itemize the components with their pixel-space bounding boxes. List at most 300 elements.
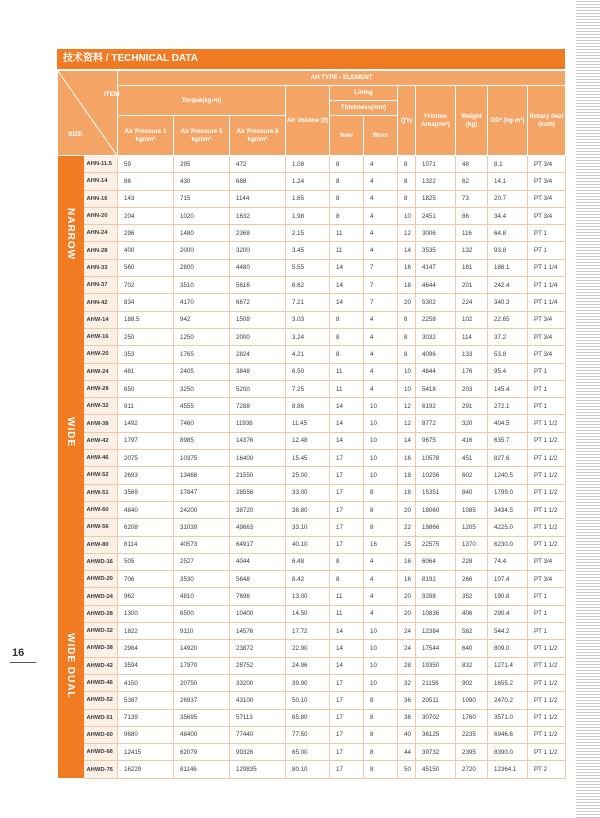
value-cell: 204 (118, 207, 174, 224)
value-cell: 1370 (456, 536, 488, 553)
value-cell: 129835 (230, 761, 286, 778)
value-cell: 11.45 (286, 415, 330, 432)
value-cell: 20 (398, 605, 416, 622)
value-cell: 6.62 (286, 277, 330, 294)
value-cell: 133 (456, 346, 488, 363)
value-cell: 3032 (416, 328, 456, 345)
model-cell: AHN-28 (84, 242, 118, 259)
gd-header: GD² (kg-m²) (488, 86, 528, 156)
value-cell: 81146 (174, 761, 230, 778)
model-cell: AHWD-51 (84, 709, 118, 726)
value-cell: 8 (330, 346, 364, 363)
value-cell: 353 (118, 346, 174, 363)
value-cell: 4840 (118, 501, 174, 518)
table-row (58, 156, 566, 173)
value-cell: 12 (398, 225, 416, 242)
model-cell: AHW-42 (84, 432, 118, 449)
model-cell: AHN-42 (84, 294, 118, 311)
table-row (58, 277, 566, 294)
table-row (58, 432, 566, 449)
value-cell: 9675 (416, 432, 456, 449)
value-cell: 4 (364, 571, 398, 588)
value-cell: PT 1 1/2 (528, 692, 566, 709)
value-cell: 404.5 (488, 415, 528, 432)
value-cell: 3.24 (286, 328, 330, 345)
value-cell: 12 (398, 415, 416, 432)
value-cell: PT 3/4 (528, 571, 566, 588)
value-cell: 1144 (230, 190, 286, 207)
value-cell: 13468 (174, 467, 230, 484)
value-cell: 1765 (174, 346, 230, 363)
thickness-header: Thickness(mm) (330, 101, 398, 116)
value-cell: 2075 (118, 450, 174, 467)
diagonal-line (58, 71, 118, 157)
model-cell: AHWD-46 (84, 674, 118, 691)
value-cell: 65.00 (286, 744, 330, 761)
torque-header: Torque(kg-m) (118, 86, 286, 116)
value-cell: 6192 (416, 398, 456, 415)
model-cell: AHWD-66 (84, 744, 118, 761)
value-cell: 14 (330, 294, 364, 311)
value-cell: 4 (364, 380, 398, 397)
value-cell: 22 (398, 519, 416, 536)
value-cell: 4480 (230, 259, 286, 276)
value-cell: PT 1 (528, 380, 566, 397)
value-cell: 406 (456, 605, 488, 622)
air-volume-header: Air Volume (ℓ) (286, 86, 330, 156)
value-cell: 228 (456, 553, 488, 570)
value-cell: 272.1 (488, 398, 528, 415)
value-cell: 827.6 (488, 450, 528, 467)
value-cell: 16 (398, 259, 416, 276)
value-cell: 57113 (230, 709, 286, 726)
value-cell: 8 (330, 328, 364, 345)
value-cell: 4.21 (286, 346, 330, 363)
value-cell: 11 (330, 242, 364, 259)
value-cell: PT 1 1/2 (528, 501, 566, 518)
value-cell: 4 (364, 553, 398, 570)
value-cell: 6.50 (286, 363, 330, 380)
value-cell: 11 (330, 605, 364, 622)
group-label (58, 156, 84, 312)
model-cell: AHW-24 (84, 363, 118, 380)
value-cell: 10 (364, 467, 398, 484)
value-cell: 14 (330, 277, 364, 294)
value-cell: 1205 (456, 519, 488, 536)
value-cell: 2824 (230, 346, 286, 363)
value-cell: 16229 (118, 761, 174, 778)
value-cell: 4147 (416, 259, 456, 276)
value-cell: 4 (364, 311, 398, 328)
value-cell: 8 (330, 311, 364, 328)
value-cell: 17.72 (286, 623, 330, 640)
value-cell: 18 (398, 484, 416, 501)
value-cell: 16 (398, 571, 416, 588)
value-cell: PT 1 (528, 605, 566, 622)
value-cell: 8772 (416, 415, 456, 432)
table-row (58, 536, 566, 553)
value-cell: 62 (456, 173, 488, 190)
value-cell: 17 (330, 709, 364, 726)
table-row (58, 761, 566, 778)
value-cell: 8 (398, 346, 416, 363)
value-cell: PT 3/4 (528, 311, 566, 328)
table-row (58, 726, 566, 743)
value-cell: 11 (330, 363, 364, 380)
value-cell: 33.10 (286, 519, 330, 536)
value-cell: PT 1 1/2 (528, 726, 566, 743)
table-row (58, 450, 566, 467)
value-cell: 4150 (118, 674, 174, 691)
value-cell: 295 (174, 156, 230, 173)
value-cell: 14376 (230, 432, 286, 449)
value-cell: 3530 (174, 571, 230, 588)
value-cell: 86 (118, 173, 174, 190)
table-row (58, 657, 566, 674)
value-cell: 2800 (174, 259, 230, 276)
value-cell: 17 (330, 692, 364, 709)
value-cell: 17 (330, 484, 364, 501)
value-cell: 4 (364, 190, 398, 207)
value-cell: 13.00 (286, 588, 330, 605)
value-cell: 5302 (416, 294, 456, 311)
value-cell: 4 (364, 363, 398, 380)
value-cell: 116 (456, 225, 488, 242)
value-cell: 8390.0 (488, 744, 528, 761)
value-cell: 2451 (416, 207, 456, 224)
seal-header: Rotary Seal (inch) (528, 86, 566, 156)
value-cell: 37.2 (488, 328, 528, 345)
value-cell: PT 1 1/2 (528, 674, 566, 691)
value-cell: PT 1 (528, 398, 566, 415)
value-cell: 24200 (174, 501, 230, 518)
value-cell: 20511 (416, 692, 456, 709)
value-cell: 50 (398, 761, 416, 778)
value-cell: 1655.2 (488, 674, 528, 691)
value-cell: 544.2 (488, 623, 528, 640)
value-cell: PT 1 (528, 623, 566, 640)
worn-header: Worn (364, 116, 398, 156)
value-cell: 1492 (118, 415, 174, 432)
model-cell: AHW-52 (84, 467, 118, 484)
value-cell: 32 (398, 674, 416, 691)
value-cell: 4225.0 (488, 519, 528, 536)
value-cell: 14 (330, 415, 364, 432)
value-cell: PT 1 1/2 (528, 450, 566, 467)
value-cell: 320 (456, 415, 488, 432)
value-cell: 8 (330, 207, 364, 224)
value-cell: 834 (118, 294, 174, 311)
value-cell: 43100 (230, 692, 286, 709)
value-cell: 49663 (230, 519, 286, 536)
value-cell: 5200 (230, 380, 286, 397)
value-cell: 3200 (230, 242, 286, 259)
technical-data-table (57, 70, 566, 779)
value-cell: 16 (364, 536, 398, 553)
p8-header: Air Pressure 8 kg/cm² (230, 116, 286, 156)
value-cell: 20750 (174, 674, 230, 691)
value-cell: 10375 (174, 450, 230, 467)
value-cell: 36125 (416, 726, 456, 743)
model-cell: AHW-20 (84, 346, 118, 363)
value-cell: 186.1 (488, 259, 528, 276)
model-cell: AHWD-38 (84, 640, 118, 657)
value-cell: 15351 (416, 484, 456, 501)
value-cell: 7460 (174, 415, 230, 432)
value-cell: 31039 (174, 519, 230, 536)
value-cell: 7139 (118, 709, 174, 726)
model-cell: AHN-14 (84, 173, 118, 190)
value-cell: 14.1 (488, 173, 528, 190)
value-cell: 1.65 (286, 190, 330, 207)
value-cell: 74.4 (488, 553, 528, 570)
table-row (58, 484, 566, 501)
value-cell: 190.8 (488, 588, 528, 605)
value-cell: 481 (118, 363, 174, 380)
value-cell: 6064 (416, 553, 456, 570)
value-cell: 1.24 (286, 173, 330, 190)
model-cell: AHN-20 (84, 207, 118, 224)
value-cell: PT 1 1/2 (528, 467, 566, 484)
value-cell: 7288 (230, 398, 286, 415)
value-cell: 8 (398, 173, 416, 190)
model-cell: AHN-11.5 (84, 156, 118, 173)
value-cell: 4555 (174, 398, 230, 415)
value-cell: 242.4 (488, 277, 528, 294)
value-cell: PT 1 1/2 (528, 519, 566, 536)
value-cell: 10 (364, 398, 398, 415)
value-cell: 65.80 (286, 709, 330, 726)
value-cell: 14 (398, 432, 416, 449)
table-row (58, 190, 566, 207)
value-cell: 8 (364, 484, 398, 501)
model-cell: AHWD-42 (84, 657, 118, 674)
value-cell: PT 3/4 (528, 190, 566, 207)
value-cell: 80.10 (286, 761, 330, 778)
table-row (58, 363, 566, 380)
new-header: New (330, 116, 364, 156)
value-cell: 8 (364, 761, 398, 778)
value-cell: 2395 (456, 744, 488, 761)
value-cell: 40 (398, 726, 416, 743)
value-cell: 291 (456, 398, 488, 415)
value-cell: 8 (364, 709, 398, 726)
value-cell: 8 (364, 692, 398, 709)
model-cell: AHW-38 (84, 415, 118, 432)
value-cell: 4170 (174, 294, 230, 311)
value-cell: 14.50 (286, 605, 330, 622)
table-row (58, 640, 566, 657)
value-cell: 10 (364, 623, 398, 640)
group-label-text: WIDE DUAL (65, 632, 76, 699)
value-cell: 1822 (118, 623, 174, 640)
model-cell: AHW-28 (84, 380, 118, 397)
page-edge-hatch (576, 0, 600, 818)
value-cell: 3.03 (286, 311, 330, 328)
value-cell: 14 (398, 242, 416, 259)
value-cell: 14 (330, 640, 364, 657)
group-label-text: NARROW (65, 207, 76, 260)
value-cell: 17 (330, 467, 364, 484)
value-cell: 635.7 (488, 432, 528, 449)
value-cell: PT 3/4 (528, 328, 566, 345)
table-row (58, 242, 566, 259)
value-cell: 962 (118, 588, 174, 605)
value-cell: 28556 (230, 484, 286, 501)
model-cell: AHWD-28 (84, 605, 118, 622)
value-cell: 25.00 (286, 467, 330, 484)
value-cell: 1.98 (286, 207, 330, 224)
value-cell: 4 (364, 328, 398, 345)
value-cell: 8 (364, 744, 398, 761)
model-cell: AHWD-20 (84, 571, 118, 588)
value-cell: 48 (456, 156, 488, 173)
value-cell: 1508 (230, 311, 286, 328)
value-cell: 8 (398, 190, 416, 207)
value-cell: PT 3/4 (528, 207, 566, 224)
group-label-text: WIDE (65, 417, 76, 448)
value-cell: 1250 (174, 328, 230, 345)
value-cell: 6230.0 (488, 536, 528, 553)
value-cell: 15.45 (286, 450, 330, 467)
value-cell: 16400 (230, 450, 286, 467)
value-cell: 340.3 (488, 294, 528, 311)
model-cell: AHN-33 (84, 259, 118, 276)
value-cell: 3.45 (286, 242, 330, 259)
value-cell: PT 1 1/2 (528, 744, 566, 761)
value-cell: 2527 (174, 553, 230, 570)
value-cell: 11 (330, 225, 364, 242)
table-row (58, 623, 566, 640)
table-row (58, 588, 566, 605)
table-row (58, 467, 566, 484)
group-label (58, 553, 84, 778)
value-cell: 34.4 (488, 207, 528, 224)
value-cell: 472 (230, 156, 286, 173)
value-cell: 14576 (230, 623, 286, 640)
model-cell: AHN-37 (84, 277, 118, 294)
model-cell: AHN-16 (84, 190, 118, 207)
value-cell: 16 (398, 450, 416, 467)
p1-header: Air Pressure 1 kg/cm² (118, 116, 174, 156)
value-cell: PT 3/4 (528, 173, 566, 190)
value-cell: 451 (456, 450, 488, 467)
value-cell: 11 (330, 588, 364, 605)
value-cell: 3594 (118, 657, 174, 674)
value-cell: 132 (456, 242, 488, 259)
value-cell: 95.4 (488, 363, 528, 380)
page-number: 16 (12, 647, 25, 659)
value-cell: 8 (364, 501, 398, 518)
value-cell: 25 (398, 536, 416, 553)
value-cell: 40573 (174, 536, 230, 553)
value-cell: 5418 (416, 380, 456, 397)
value-cell: 14 (330, 657, 364, 674)
value-cell: 17 (330, 501, 364, 518)
value-cell: 1300 (118, 605, 174, 622)
value-cell: 203 (456, 380, 488, 397)
value-cell: PT 1 1/2 (528, 536, 566, 553)
model-cell: AHWD-32 (84, 623, 118, 640)
value-cell: 400 (118, 242, 174, 259)
value-cell: 10 (364, 432, 398, 449)
value-cell: 20 (398, 501, 416, 518)
value-cell: 20 (398, 294, 416, 311)
value-cell: 902 (456, 674, 488, 691)
value-cell: 6946.6 (488, 726, 528, 743)
model-cell: AHWD-76 (84, 761, 118, 778)
table-row (58, 398, 566, 415)
value-cell: 2235 (456, 726, 488, 743)
value-cell: 4 (364, 156, 398, 173)
table-row (58, 674, 566, 691)
value-cell: 4096 (416, 346, 456, 363)
value-cell: 4 (364, 242, 398, 259)
value-cell: 4644 (416, 277, 456, 294)
value-cell: 832 (456, 657, 488, 674)
value-cell: 4 (364, 207, 398, 224)
value-cell: 2000 (174, 242, 230, 259)
model-cell: AHW-51 (84, 484, 118, 501)
value-cell: 17 (330, 726, 364, 743)
model-cell: AHW-60 (84, 501, 118, 518)
value-cell: 582 (456, 623, 488, 640)
table-row (58, 692, 566, 709)
value-cell: 77.50 (286, 726, 330, 743)
value-cell: PT 1 1/4 (528, 277, 566, 294)
value-cell: 3006 (416, 225, 456, 242)
value-cell: 59 (118, 156, 174, 173)
value-cell: 4 (364, 588, 398, 605)
value-cell: 715 (174, 190, 230, 207)
table-row (58, 571, 566, 588)
value-cell: 3535 (416, 242, 456, 259)
value-cell: 1020 (174, 207, 230, 224)
value-cell: 2720 (456, 761, 488, 778)
value-cell: 24 (398, 623, 416, 640)
value-cell: PT 2 (528, 761, 566, 778)
table-row (58, 501, 566, 518)
value-cell: 2000 (230, 328, 286, 345)
value-cell: 10 (398, 380, 416, 397)
value-cell: 38.80 (286, 501, 330, 518)
value-cell: 8 (330, 156, 364, 173)
value-cell: 5616 (230, 277, 286, 294)
value-cell: 2984 (118, 640, 174, 657)
table-row (58, 380, 566, 397)
value-cell: 10256 (416, 467, 456, 484)
value-cell: 8 (364, 726, 398, 743)
friction-header: Friction Area(cm²) (416, 86, 456, 156)
value-cell: 17 (330, 450, 364, 467)
value-cell: 64.8 (488, 225, 528, 242)
value-cell: 2470.2 (488, 692, 528, 709)
value-cell: 1480 (174, 225, 230, 242)
value-cell: 10 (364, 415, 398, 432)
value-cell: 8 (330, 173, 364, 190)
value-cell: PT 3/4 (528, 156, 566, 173)
value-cell: 99326 (230, 744, 286, 761)
value-cell: PT 1 1/2 (528, 709, 566, 726)
value-cell: 28 (398, 657, 416, 674)
value-cell: 1797 (118, 432, 174, 449)
value-cell: 8192 (416, 571, 456, 588)
value-cell: 1090 (456, 692, 488, 709)
value-cell: 8 (398, 311, 416, 328)
table-row (58, 709, 566, 726)
value-cell: 10 (398, 363, 416, 380)
value-cell: 12 (398, 398, 416, 415)
